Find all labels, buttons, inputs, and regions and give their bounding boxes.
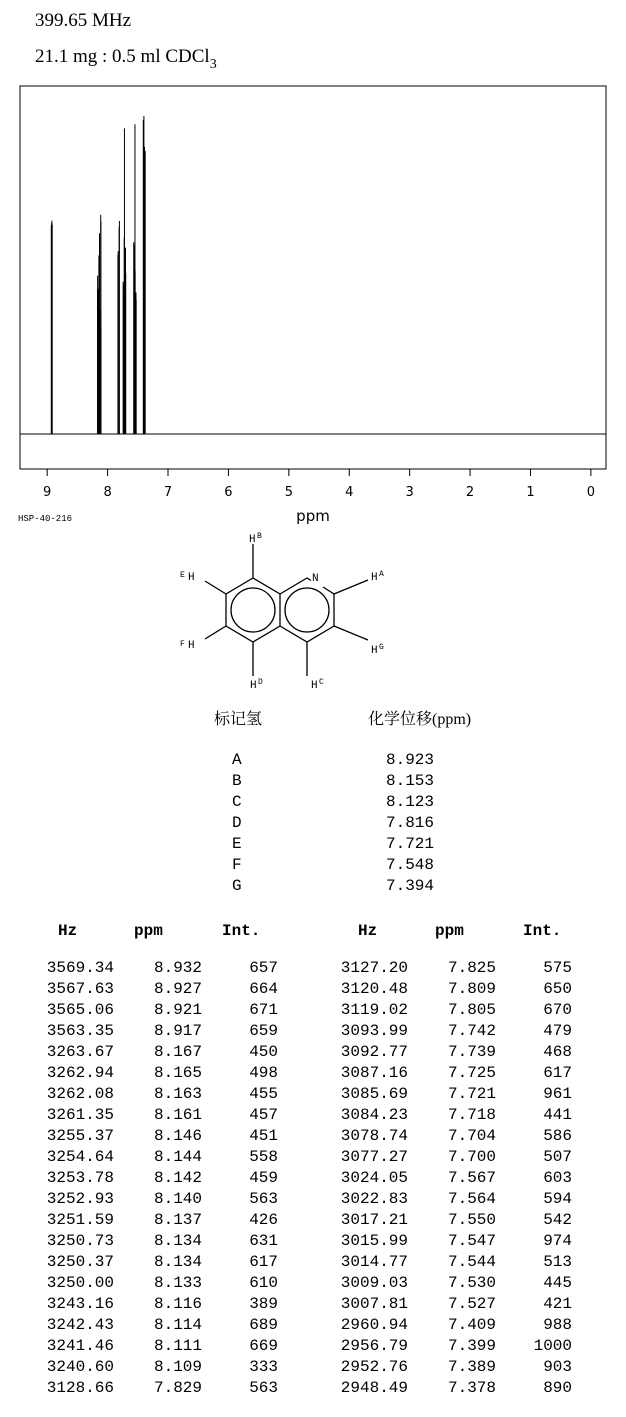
label-f: F [180, 640, 185, 649]
shift-value: 7.816 [386, 814, 435, 832]
x-tick-label-7: 7 [163, 485, 173, 500]
peak-row-left [34, 1022, 294, 1043]
peak-int: 445 [543, 1274, 572, 1292]
peak-row-left [34, 1274, 294, 1295]
peak-hz: 2960.94 [340, 1316, 408, 1334]
peak-ppm: 7.825 [447, 959, 496, 977]
peak-ppm: 7.805 [447, 1001, 496, 1019]
peak-row-left [34, 980, 294, 1001]
peak-hz: 3563.35 [46, 1022, 114, 1040]
shift-value: 7.548 [386, 856, 435, 874]
x-tick-label-5: 5 [284, 485, 293, 500]
peak-hz: 3569.34 [46, 959, 114, 977]
peak-ppm: 8.134 [153, 1253, 202, 1271]
peak-hz: 3007.81 [340, 1295, 408, 1313]
peak-ppm: 8.133 [153, 1274, 202, 1292]
peak-row-right [328, 959, 588, 980]
shift-value: 8.123 [386, 793, 435, 811]
peak-row-left [34, 1148, 294, 1169]
peak-row-left [34, 1043, 294, 1064]
peak-int: 689 [249, 1316, 278, 1334]
atom-h-c: H [311, 680, 318, 692]
peak-hz: 3254.64 [46, 1148, 114, 1166]
peak-hz: 3022.83 [340, 1190, 408, 1208]
peak-row-left [34, 1001, 294, 1022]
peak-hz: 3567.63 [46, 980, 114, 998]
peak-int: 631 [249, 1232, 278, 1250]
peak-row-right [328, 1043, 588, 1064]
peak-ppm: 7.829 [153, 1379, 202, 1397]
peak-int: 563 [249, 1379, 278, 1397]
peak-ppm: 8.134 [153, 1232, 202, 1250]
peak-head-int-right: Int. [523, 922, 562, 940]
shift-label: F [232, 856, 242, 874]
shift-label: B [232, 772, 242, 790]
peak-int: 451 [249, 1127, 278, 1145]
peak-row-left [34, 1085, 294, 1106]
peak-hz: 3084.23 [340, 1106, 408, 1124]
peak-hz: 3252.93 [46, 1190, 114, 1208]
peak-int: 421 [543, 1295, 572, 1313]
peak-row-left [34, 1232, 294, 1253]
peak-hz: 2948.49 [340, 1379, 408, 1397]
shift-row [0, 751, 626, 772]
peak-hz: 3243.16 [46, 1295, 114, 1313]
bond-hf [205, 626, 226, 639]
shift-row [0, 772, 626, 793]
sample-subscript: 3 [209, 57, 217, 72]
peak-int: 650 [543, 980, 572, 998]
peak-ppm: 8.165 [153, 1064, 202, 1082]
label-b: B [257, 532, 262, 541]
peak-hz: 3087.16 [340, 1064, 408, 1082]
x-tick-label-4: 4 [345, 485, 354, 500]
peak-head-hz-right: Hz [358, 922, 378, 940]
peak-ppm: 7.530 [447, 1274, 496, 1292]
peak-int: 974 [543, 1232, 572, 1250]
peak-row-left [34, 1295, 294, 1316]
peak-int: 563 [249, 1190, 278, 1208]
peak-int: 659 [249, 1022, 278, 1040]
peak-ppm: 8.921 [153, 1001, 202, 1019]
atom-h-d: H [250, 680, 257, 692]
peak-int: 890 [543, 1379, 572, 1397]
peak-hz: 3250.37 [46, 1253, 114, 1271]
peak-hz: 3240.60 [46, 1358, 114, 1376]
peak-row-right [328, 1127, 588, 1148]
peak-int: 426 [249, 1211, 278, 1229]
peak-int: 603 [543, 1169, 572, 1187]
peak-row-right [328, 1337, 588, 1358]
sample-text: 21.1 mg : 0.5 ml CDCl [35, 46, 210, 67]
quinoline-structure [170, 530, 450, 695]
peak-row-right [328, 1274, 588, 1295]
peak-hz: 3263.67 [46, 1043, 114, 1061]
peak-int: 459 [249, 1169, 278, 1187]
shift-value: 8.923 [386, 751, 435, 769]
sample-description [35, 46, 217, 73]
peak-row-left [34, 1379, 294, 1400]
peak-row-left [34, 1253, 294, 1274]
atom-h-g: H [371, 645, 378, 657]
atom-h-e: H [188, 572, 195, 584]
peak-ppm: 8.927 [153, 980, 202, 998]
bond-ha [334, 580, 368, 594]
peak-ppm: 8.932 [153, 959, 202, 977]
peak-hz: 3250.00 [46, 1274, 114, 1292]
peak-row-right [328, 1169, 588, 1190]
shift-label: A [232, 751, 242, 769]
shift-row [0, 835, 626, 856]
peak-row-left [34, 959, 294, 980]
peak-hz: 3119.02 [340, 1001, 408, 1019]
peak-int: 479 [543, 1022, 572, 1040]
peak-hz: 3565.06 [46, 1001, 114, 1019]
peak-row-right [328, 1148, 588, 1169]
peak-ppm: 7.809 [447, 980, 496, 998]
shift-label: C [232, 793, 242, 811]
peak-row-right [328, 1379, 588, 1400]
peak-int: 457 [249, 1106, 278, 1124]
peak-hz: 3253.78 [46, 1169, 114, 1187]
peak-int: 558 [249, 1148, 278, 1166]
peak-row-right [328, 1253, 588, 1274]
x-axis-label: ppm [296, 507, 330, 525]
peak-int: 468 [543, 1043, 572, 1061]
peak-hz: 3017.21 [340, 1211, 408, 1229]
shift-col-label: 标记氢 [214, 711, 263, 728]
peak-row-left [34, 1169, 294, 1190]
peak-ppm: 7.564 [447, 1190, 496, 1208]
peak-head-hz-left: Hz [58, 922, 78, 940]
shift-value: 7.394 [386, 877, 435, 895]
peak-row-right [328, 1232, 588, 1253]
peak-row-right [328, 1064, 588, 1085]
peak-int: 441 [543, 1106, 572, 1124]
peak-int: 586 [543, 1127, 572, 1145]
peak-int: 450 [249, 1043, 278, 1061]
peak-ppm: 7.567 [447, 1169, 496, 1187]
peak-hz: 2956.79 [340, 1337, 408, 1355]
peak-int: 657 [249, 959, 278, 977]
bond-hg [334, 626, 368, 640]
peak-int: 575 [543, 959, 572, 977]
peak-int: 610 [249, 1274, 278, 1292]
peak-int: 671 [249, 1001, 278, 1019]
pyridine-aromatic-circle [285, 588, 329, 632]
label-d: D [258, 678, 263, 687]
peak-row-right [328, 1085, 588, 1106]
peak-hz: 3241.46 [46, 1337, 114, 1355]
peak-int: 498 [249, 1064, 278, 1082]
peak-row-right [328, 1190, 588, 1211]
peak-int: 617 [249, 1253, 278, 1271]
peak-hz: 3261.35 [46, 1106, 114, 1124]
peak-hz: 3009.03 [340, 1274, 408, 1292]
peak-hz: 3120.48 [340, 980, 408, 998]
peak-int: 669 [249, 1337, 278, 1355]
peak-row-right [328, 1358, 588, 1379]
label-g: G [379, 643, 384, 652]
peak-ppm: 7.718 [447, 1106, 496, 1124]
peak-hz: 3127.20 [340, 959, 408, 977]
peak-row-right [328, 1001, 588, 1022]
peak-int: 542 [543, 1211, 572, 1229]
peak-ppm: 8.137 [153, 1211, 202, 1229]
peak-int: 333 [249, 1358, 278, 1376]
peak-ppm: 7.378 [447, 1379, 496, 1397]
atom-n: N [312, 573, 319, 585]
plot-frame [20, 86, 606, 469]
peak-row-right [328, 980, 588, 1001]
peak-hz: 3014.77 [340, 1253, 408, 1271]
sample-id: HSP-40-216 [18, 514, 73, 524]
x-tick-label-3: 3 [405, 485, 414, 500]
peak-int: 594 [543, 1190, 572, 1208]
peak-ppm: 8.917 [153, 1022, 202, 1040]
peak-ppm: 7.389 [447, 1358, 496, 1376]
pyridine-ring-2 [280, 587, 334, 642]
shift-row [0, 814, 626, 835]
peak-row-right [328, 1022, 588, 1043]
label-c: C [319, 678, 324, 687]
peak-row-left [34, 1190, 294, 1211]
peak-row-left [34, 1337, 294, 1358]
peak-head-int-left: Int. [222, 922, 261, 940]
peak-hz: 3092.77 [340, 1043, 408, 1061]
label-e: E [180, 571, 185, 580]
peak-int: 507 [543, 1148, 572, 1166]
x-tick-label-2: 2 [465, 485, 475, 500]
peak-int: 961 [543, 1085, 572, 1103]
peak-ppm: 7.409 [447, 1316, 496, 1334]
atom-h-a: H [371, 572, 378, 584]
atom-h-f: H [188, 640, 195, 652]
peak-hz: 3242.43 [46, 1316, 114, 1334]
peak-int: 1000 [533, 1337, 572, 1355]
peak-ppm: 7.721 [447, 1085, 496, 1103]
shift-label: E [232, 835, 242, 853]
peak-int: 455 [249, 1085, 278, 1103]
peak-row-right [328, 1211, 588, 1232]
peak-ppm: 7.739 [447, 1043, 496, 1061]
peak-int: 617 [543, 1064, 572, 1082]
peak-ppm: 8.140 [153, 1190, 202, 1208]
peak-ppm: 8.142 [153, 1169, 202, 1187]
peak-row-right [328, 1295, 588, 1316]
peak-hz: 3251.59 [46, 1211, 114, 1229]
peak-ppm: 8.114 [153, 1316, 202, 1334]
peak-ppm: 8.163 [153, 1085, 202, 1103]
peak-hz: 2952.76 [340, 1358, 408, 1376]
peak-hz: 3024.05 [340, 1169, 408, 1187]
peak-int: 903 [543, 1358, 572, 1376]
shift-label: G [232, 877, 242, 895]
peak-hz: 3262.94 [46, 1064, 114, 1082]
shift-value: 8.153 [386, 772, 435, 790]
peak-row-left [34, 1106, 294, 1127]
peak-ppm: 8.161 [153, 1106, 202, 1124]
peak-ppm: 8.109 [153, 1358, 202, 1376]
peak-int: 988 [543, 1316, 572, 1334]
peak-row-left [34, 1211, 294, 1232]
peak-ppm: 7.399 [447, 1337, 496, 1355]
atom-h-b: H [249, 534, 256, 546]
benzene-aromatic-circle [231, 588, 275, 632]
peak-hz: 3093.99 [340, 1022, 408, 1040]
peak-ppm: 7.704 [447, 1127, 496, 1145]
peak-ppm: 7.700 [447, 1148, 496, 1166]
peak-hz: 3078.74 [340, 1127, 408, 1145]
x-tick-label-8: 8 [103, 485, 112, 500]
peak-hz: 3085.69 [340, 1085, 408, 1103]
peak-hz: 3250.73 [46, 1232, 114, 1250]
peak-int: 664 [249, 980, 278, 998]
peak-hz: 3015.99 [340, 1232, 408, 1250]
spectrometer-frequency: 399.65 MHz [35, 10, 132, 31]
peak-row-left [34, 1316, 294, 1337]
peak-row-right [328, 1106, 588, 1127]
peak-ppm: 8.167 [153, 1043, 202, 1061]
peak-head-ppm-right: ppm [435, 922, 464, 940]
peak-ppm: 8.144 [153, 1148, 202, 1166]
peak-ppm: 7.544 [447, 1253, 496, 1271]
peak-row-right [328, 1316, 588, 1337]
nmr-spectrum-chart [0, 80, 626, 540]
peak-ppm: 7.725 [447, 1064, 496, 1082]
peak-ppm: 7.547 [447, 1232, 496, 1250]
bond-he [205, 581, 226, 594]
peak-ppm: 7.527 [447, 1295, 496, 1313]
peak-hz: 3262.08 [46, 1085, 114, 1103]
shift-value: 7.721 [386, 835, 435, 853]
shift-label: D [232, 814, 242, 832]
peak-hz: 3077.27 [340, 1148, 408, 1166]
shift-col-shift: 化学位移(ppm) [368, 711, 472, 728]
x-tick-label-1: 1 [526, 485, 535, 500]
x-tick-label-6: 6 [224, 485, 233, 500]
peak-hz: 3128.66 [46, 1379, 114, 1397]
peak-int: 670 [543, 1001, 572, 1019]
peak-int: 513 [543, 1253, 572, 1271]
peak-hz: 3255.37 [46, 1127, 114, 1145]
shift-row [0, 856, 626, 877]
peak-ppm: 8.146 [153, 1127, 202, 1145]
label-a: A [379, 570, 384, 579]
peak-ppm: 7.742 [447, 1022, 496, 1040]
x-tick-label-9: 9 [43, 485, 52, 500]
peak-row-left [34, 1358, 294, 1379]
peak-ppm: 7.550 [447, 1211, 496, 1229]
peak-int: 389 [249, 1295, 278, 1313]
x-tick-label-0: 0 [586, 485, 596, 500]
shift-row [0, 793, 626, 814]
shift-row [0, 877, 626, 898]
peak-ppm: 8.111 [153, 1337, 202, 1355]
peak-ppm: 8.116 [153, 1295, 202, 1313]
peak-row-left [34, 1064, 294, 1085]
peak-row-left [34, 1127, 294, 1148]
peak-head-ppm-left: ppm [134, 922, 163, 940]
